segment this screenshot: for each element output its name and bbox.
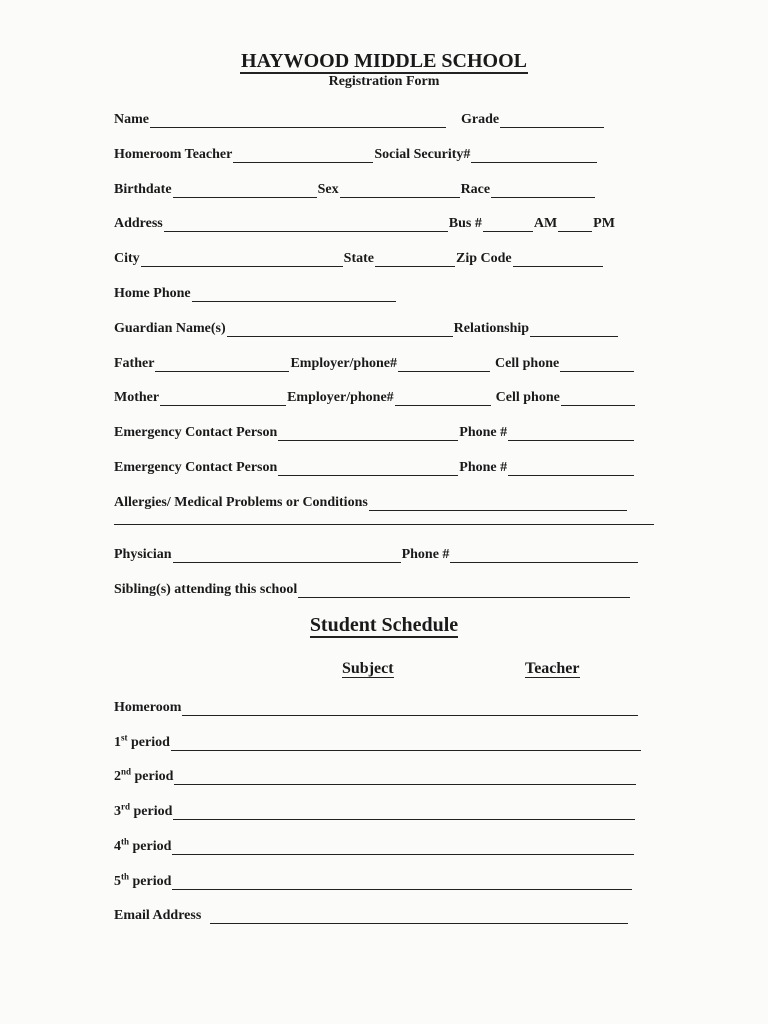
allergies-row [114, 491, 628, 511]
period-2-field[interactable] [174, 771, 636, 785]
physician-row [114, 543, 639, 563]
ssn-label: Social Security# [374, 147, 471, 162]
zip-label: Zip Code [456, 251, 512, 266]
zip-field[interactable] [513, 253, 603, 267]
physician-label: Physician [114, 547, 172, 562]
emergency-phone-1-label: Phone # [459, 425, 508, 440]
period-3-field[interactable] [173, 806, 635, 820]
homeroom-ssn-row [114, 143, 598, 163]
period-5-row [114, 870, 633, 890]
period-3-label: 3rd period [114, 801, 173, 819]
pm-label: PM [593, 216, 615, 231]
period-1-label: 1st period [114, 732, 170, 750]
form-subtitle: Registration Form [328, 74, 440, 89]
father-employer-field[interactable] [398, 358, 490, 372]
period-2-label: 2nd period [114, 766, 174, 784]
physician-phone-label: Phone # [401, 547, 450, 562]
period-5-label: 5th period [114, 871, 172, 889]
guardian-field[interactable] [227, 323, 453, 337]
siblings-label: Sibling(s) attending this school [114, 582, 298, 597]
home-phone-field[interactable] [192, 288, 396, 302]
city-field[interactable] [141, 253, 343, 267]
school-title: HAYWOOD MIDDLE SCHOOL [241, 50, 527, 72]
allergies-label: Allergies/ Medical Problems or Conditions [114, 495, 368, 510]
mother-employer-field[interactable] [395, 392, 491, 406]
mother-cell-label: Cell phone [495, 390, 560, 405]
email-row [114, 904, 629, 924]
father-cell-field[interactable] [560, 358, 634, 372]
homeroom-row [114, 696, 639, 716]
emergency-contact-1-label: Emergency Contact Person [114, 425, 278, 440]
emergency-contact-1-row [114, 421, 635, 441]
father-label: Father [114, 356, 155, 371]
siblings-row [114, 578, 631, 598]
birthdate-field[interactable] [173, 184, 317, 198]
period-4-label: 4th period [114, 836, 172, 854]
guardian-row [114, 317, 619, 337]
address-field[interactable] [164, 218, 448, 232]
name-label: Name [114, 112, 149, 127]
grade-label: Grade [461, 112, 500, 127]
emergency-phone-1-field[interactable] [508, 427, 634, 441]
home-phone-row [114, 282, 397, 302]
father-row [114, 352, 635, 372]
race-label: Race [460, 182, 491, 197]
address-label: Address [114, 216, 163, 231]
period-4-field[interactable] [172, 841, 634, 855]
home-phone-label: Home Phone [114, 286, 191, 301]
bus-label: Bus # [448, 216, 482, 231]
sex-field[interactable] [340, 184, 460, 198]
name-grade-row [114, 108, 605, 128]
emergency-contact-2-field[interactable] [278, 462, 458, 476]
siblings-field[interactable] [298, 584, 630, 598]
allergies-continuation-line[interactable] [114, 524, 654, 525]
state-label: State [343, 251, 374, 266]
birthdate-label: Birthdate [114, 182, 172, 197]
allergies-field[interactable] [369, 497, 627, 511]
mother-cell-field[interactable] [561, 392, 635, 406]
grade-field[interactable] [500, 114, 604, 128]
father-employer-label: Employer/phone# [290, 356, 398, 371]
father-cell-label: Cell phone [495, 356, 560, 371]
bus-pm-field[interactable] [558, 218, 592, 232]
father-field[interactable] [155, 358, 289, 372]
emergency-phone-2-label: Phone # [459, 460, 508, 475]
guardian-label: Guardian Name(s) [114, 321, 226, 336]
homeroom-teacher-field[interactable] [233, 149, 373, 163]
city-label: City [114, 251, 140, 266]
period-5-field[interactable] [172, 876, 632, 890]
birthdate-row [114, 178, 596, 198]
mother-row [114, 386, 636, 406]
mother-label: Mother [114, 390, 160, 405]
sex-label: Sex [317, 182, 339, 197]
address-row [114, 212, 615, 232]
homeroom-label: Homeroom [114, 700, 182, 715]
period-3-row [114, 800, 636, 820]
homeroom-field[interactable] [182, 702, 638, 716]
city-row [114, 247, 604, 267]
emergency-contact-2-label: Emergency Contact Person [114, 460, 278, 475]
relationship-label: Relationship [453, 321, 530, 336]
am-label: AM [533, 216, 558, 231]
bus-am-field[interactable] [483, 218, 533, 232]
emergency-contact-1-field[interactable] [278, 427, 458, 441]
emergency-contact-2-row [114, 456, 635, 476]
name-field[interactable] [150, 114, 446, 128]
relationship-field[interactable] [530, 323, 618, 337]
student-schedule-title: Student Schedule [309, 614, 459, 636]
period-2-row [114, 765, 637, 785]
physician-field[interactable] [173, 549, 401, 563]
mother-employer-label: Employer/phone# [287, 390, 394, 405]
physician-phone-field[interactable] [450, 549, 638, 563]
state-field[interactable] [375, 253, 455, 267]
homeroom-teacher-label: Homeroom Teacher [114, 147, 233, 162]
email-field[interactable] [210, 910, 628, 924]
period-4-row [114, 835, 635, 855]
race-field[interactable] [491, 184, 595, 198]
emergency-phone-2-field[interactable] [508, 462, 634, 476]
teacher-column-header: Teacher [525, 660, 580, 677]
period-1-field[interactable] [171, 737, 641, 751]
subject-column-header: Subject [342, 660, 394, 677]
email-label: Email Address [114, 908, 202, 923]
period-1-row [114, 731, 642, 751]
mother-field[interactable] [160, 392, 286, 406]
ssn-field[interactable] [471, 149, 597, 163]
